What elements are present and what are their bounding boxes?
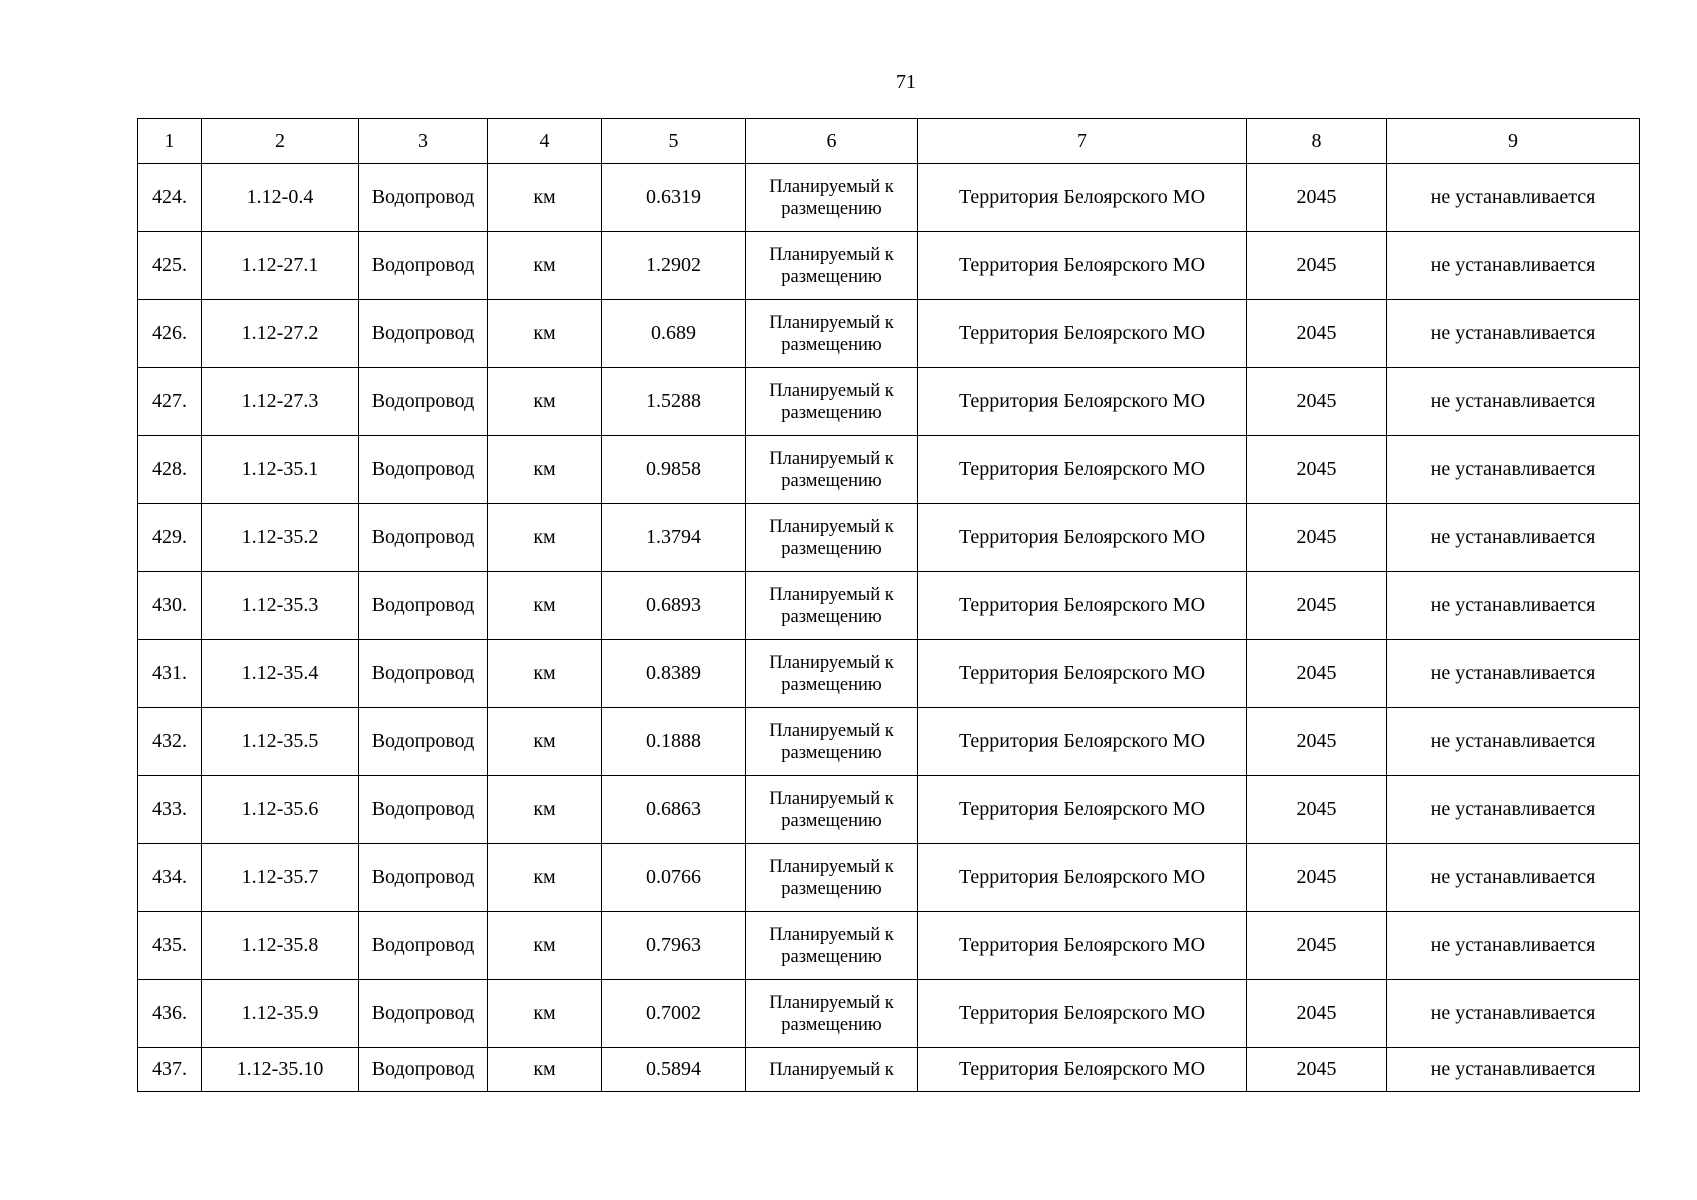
value-cell: 1.3794 bbox=[602, 504, 746, 572]
zone-cell: не устанавливается bbox=[1387, 300, 1640, 368]
location-cell: Территория Белоярского МО bbox=[918, 164, 1247, 232]
row-number-cell: 434. bbox=[138, 844, 202, 912]
status-cell: Планируемый к размещению bbox=[746, 980, 918, 1048]
year-cell: 2045 bbox=[1247, 504, 1387, 572]
value-cell: 1.2902 bbox=[602, 232, 746, 300]
zone-cell: не устанавливается bbox=[1387, 572, 1640, 640]
column-header: 2 bbox=[202, 119, 359, 164]
value-cell: 0.1888 bbox=[602, 708, 746, 776]
location-cell: Территория Белоярского МО bbox=[918, 436, 1247, 504]
zone-cell: не устанавливается bbox=[1387, 1048, 1640, 1092]
object-code-cell: 1.12-27.1 bbox=[202, 232, 359, 300]
object-name-cell: Водопровод bbox=[359, 368, 488, 436]
year-cell: 2045 bbox=[1247, 776, 1387, 844]
row-number-cell: 432. bbox=[138, 708, 202, 776]
object-code-cell: 1.12-27.3 bbox=[202, 368, 359, 436]
column-header: 9 bbox=[1387, 119, 1640, 164]
object-name-cell: Водопровод bbox=[359, 640, 488, 708]
value-cell: 0.689 bbox=[602, 300, 746, 368]
object-name-cell: Водопровод bbox=[359, 436, 488, 504]
status-cell: Планируемый к размещению bbox=[746, 640, 918, 708]
year-cell: 2045 bbox=[1247, 640, 1387, 708]
table-row bbox=[138, 368, 1640, 436]
column-header: 4 bbox=[488, 119, 602, 164]
value-cell: 0.9858 bbox=[602, 436, 746, 504]
location-cell: Территория Белоярского МО bbox=[918, 912, 1247, 980]
row-number-cell: 436. bbox=[138, 980, 202, 1048]
object-name-cell: Водопровод bbox=[359, 164, 488, 232]
value-cell: 0.6319 bbox=[602, 164, 746, 232]
location-cell: Территория Белоярского МО bbox=[918, 1048, 1247, 1092]
location-cell: Территория Белоярского МО bbox=[918, 980, 1247, 1048]
unit-cell: км bbox=[488, 640, 602, 708]
table-row bbox=[138, 912, 1640, 980]
location-cell: Территория Белоярского МО bbox=[918, 776, 1247, 844]
row-number-cell: 429. bbox=[138, 504, 202, 572]
location-cell: Территория Белоярского МО bbox=[918, 844, 1247, 912]
zone-cell: не устанавливается bbox=[1387, 844, 1640, 912]
location-cell: Территория Белоярского МО bbox=[918, 300, 1247, 368]
object-code-cell: 1.12-35.8 bbox=[202, 912, 359, 980]
zone-cell: не устанавливается bbox=[1387, 436, 1640, 504]
object-code-cell: 1.12-27.2 bbox=[202, 300, 359, 368]
row-number-cell: 433. bbox=[138, 776, 202, 844]
table-row bbox=[138, 232, 1640, 300]
location-cell: Территория Белоярского МО bbox=[918, 368, 1247, 436]
location-cell: Территория Белоярского МО bbox=[918, 572, 1247, 640]
status-cell: Планируемый к размещению bbox=[746, 504, 918, 572]
object-name-cell: Водопровод bbox=[359, 844, 488, 912]
object-code-cell: 1.12-35.1 bbox=[202, 436, 359, 504]
status-cell: Планируемый к размещению bbox=[746, 164, 918, 232]
table-row bbox=[138, 980, 1640, 1048]
status-cell: Планируемый к размещению bbox=[746, 844, 918, 912]
status-cell: Планируемый к bbox=[746, 1048, 918, 1092]
year-cell: 2045 bbox=[1247, 708, 1387, 776]
location-cell: Территория Белоярского МО bbox=[918, 640, 1247, 708]
status-cell: Планируемый к размещению bbox=[746, 300, 918, 368]
column-header: 5 bbox=[602, 119, 746, 164]
object-code-cell: 1.12-35.6 bbox=[202, 776, 359, 844]
object-code-cell: 1.12-35.9 bbox=[202, 980, 359, 1048]
value-cell: 0.5894 bbox=[602, 1048, 746, 1092]
row-number-cell: 428. bbox=[138, 436, 202, 504]
object-name-cell: Водопровод bbox=[359, 912, 488, 980]
table-row bbox=[138, 572, 1640, 640]
location-cell: Территория Белоярского МО bbox=[918, 708, 1247, 776]
location-cell: Территория Белоярского МО bbox=[918, 504, 1247, 572]
object-code-cell: 1.12-35.7 bbox=[202, 844, 359, 912]
object-name-cell: Водопровод bbox=[359, 232, 488, 300]
row-number-cell: 426. bbox=[138, 300, 202, 368]
object-name-cell: Водопровод bbox=[359, 504, 488, 572]
year-cell: 2045 bbox=[1247, 300, 1387, 368]
year-cell: 2045 bbox=[1247, 912, 1387, 980]
table-row bbox=[138, 708, 1640, 776]
table-row bbox=[138, 164, 1640, 232]
table-row bbox=[138, 844, 1640, 912]
table-header-row bbox=[138, 119, 1640, 164]
column-header: 6 bbox=[746, 119, 918, 164]
unit-cell: км bbox=[488, 504, 602, 572]
year-cell: 2045 bbox=[1247, 436, 1387, 504]
value-cell: 0.7002 bbox=[602, 980, 746, 1048]
status-cell: Планируемый к размещению bbox=[746, 572, 918, 640]
zone-cell: не устанавливается bbox=[1387, 232, 1640, 300]
table-row bbox=[138, 776, 1640, 844]
table-row bbox=[138, 1048, 1640, 1092]
value-cell: 0.8389 bbox=[602, 640, 746, 708]
year-cell: 2045 bbox=[1247, 572, 1387, 640]
column-header: 7 bbox=[918, 119, 1247, 164]
unit-cell: км bbox=[488, 300, 602, 368]
status-cell: Планируемый к размещению bbox=[746, 232, 918, 300]
status-cell: Планируемый к размещению bbox=[746, 368, 918, 436]
year-cell: 2045 bbox=[1247, 980, 1387, 1048]
object-code-cell: 1.12-35.4 bbox=[202, 640, 359, 708]
location-cell: Территория Белоярского МО bbox=[918, 232, 1247, 300]
year-cell: 2045 bbox=[1247, 164, 1387, 232]
unit-cell: км bbox=[488, 1048, 602, 1092]
year-cell: 2045 bbox=[1247, 844, 1387, 912]
row-number-cell: 431. bbox=[138, 640, 202, 708]
row-number-cell: 430. bbox=[138, 572, 202, 640]
object-name-cell: Водопровод bbox=[359, 776, 488, 844]
page-number: 71 bbox=[896, 71, 916, 93]
year-cell: 2045 bbox=[1247, 1048, 1387, 1092]
value-cell: 0.6863 bbox=[602, 776, 746, 844]
object-name-cell: Водопровод bbox=[359, 300, 488, 368]
status-cell: Планируемый к размещению bbox=[746, 436, 918, 504]
object-code-cell: 1.12-0.4 bbox=[202, 164, 359, 232]
unit-cell: км bbox=[488, 776, 602, 844]
row-number-cell: 425. bbox=[138, 232, 202, 300]
year-cell: 2045 bbox=[1247, 232, 1387, 300]
zone-cell: не устанавливается bbox=[1387, 708, 1640, 776]
object-code-cell: 1.12-35.2 bbox=[202, 504, 359, 572]
objects-table bbox=[137, 118, 1640, 1092]
value-cell: 0.7963 bbox=[602, 912, 746, 980]
column-header: 8 bbox=[1247, 119, 1387, 164]
row-number-cell: 435. bbox=[138, 912, 202, 980]
value-cell: 1.5288 bbox=[602, 368, 746, 436]
object-name-cell: Водопровод bbox=[359, 572, 488, 640]
object-code-cell: 1.12-35.3 bbox=[202, 572, 359, 640]
zone-cell: не устанавливается bbox=[1387, 368, 1640, 436]
table-row bbox=[138, 504, 1640, 572]
status-cell: Планируемый к размещению bbox=[746, 776, 918, 844]
unit-cell: км bbox=[488, 232, 602, 300]
object-name-cell: Водопровод bbox=[359, 980, 488, 1048]
zone-cell: не устанавливается bbox=[1387, 980, 1640, 1048]
row-number-cell: 424. bbox=[138, 164, 202, 232]
unit-cell: км bbox=[488, 708, 602, 776]
unit-cell: км bbox=[488, 368, 602, 436]
value-cell: 0.6893 bbox=[602, 572, 746, 640]
table-row bbox=[138, 640, 1640, 708]
status-cell: Планируемый к размещению bbox=[746, 912, 918, 980]
unit-cell: км bbox=[488, 164, 602, 232]
value-cell: 0.0766 bbox=[602, 844, 746, 912]
zone-cell: не устанавливается bbox=[1387, 164, 1640, 232]
row-number-cell: 437. bbox=[138, 1048, 202, 1092]
table-row bbox=[138, 436, 1640, 504]
year-cell: 2045 bbox=[1247, 368, 1387, 436]
zone-cell: не устанавливается bbox=[1387, 504, 1640, 572]
unit-cell: км bbox=[488, 980, 602, 1048]
object-name-cell: Водопровод bbox=[359, 1048, 488, 1092]
unit-cell: км bbox=[488, 912, 602, 980]
zone-cell: не устанавливается bbox=[1387, 776, 1640, 844]
column-header: 3 bbox=[359, 119, 488, 164]
object-code-cell: 1.12-35.10 bbox=[202, 1048, 359, 1092]
status-cell: Планируемый к размещению bbox=[746, 708, 918, 776]
unit-cell: км bbox=[488, 844, 602, 912]
unit-cell: км bbox=[488, 572, 602, 640]
row-number-cell: 427. bbox=[138, 368, 202, 436]
column-header: 1 bbox=[138, 119, 202, 164]
unit-cell: км bbox=[488, 436, 602, 504]
table-row bbox=[138, 300, 1640, 368]
object-code-cell: 1.12-35.5 bbox=[202, 708, 359, 776]
zone-cell: не устанавливается bbox=[1387, 640, 1640, 708]
zone-cell: не устанавливается bbox=[1387, 912, 1640, 980]
object-name-cell: Водопровод bbox=[359, 708, 488, 776]
